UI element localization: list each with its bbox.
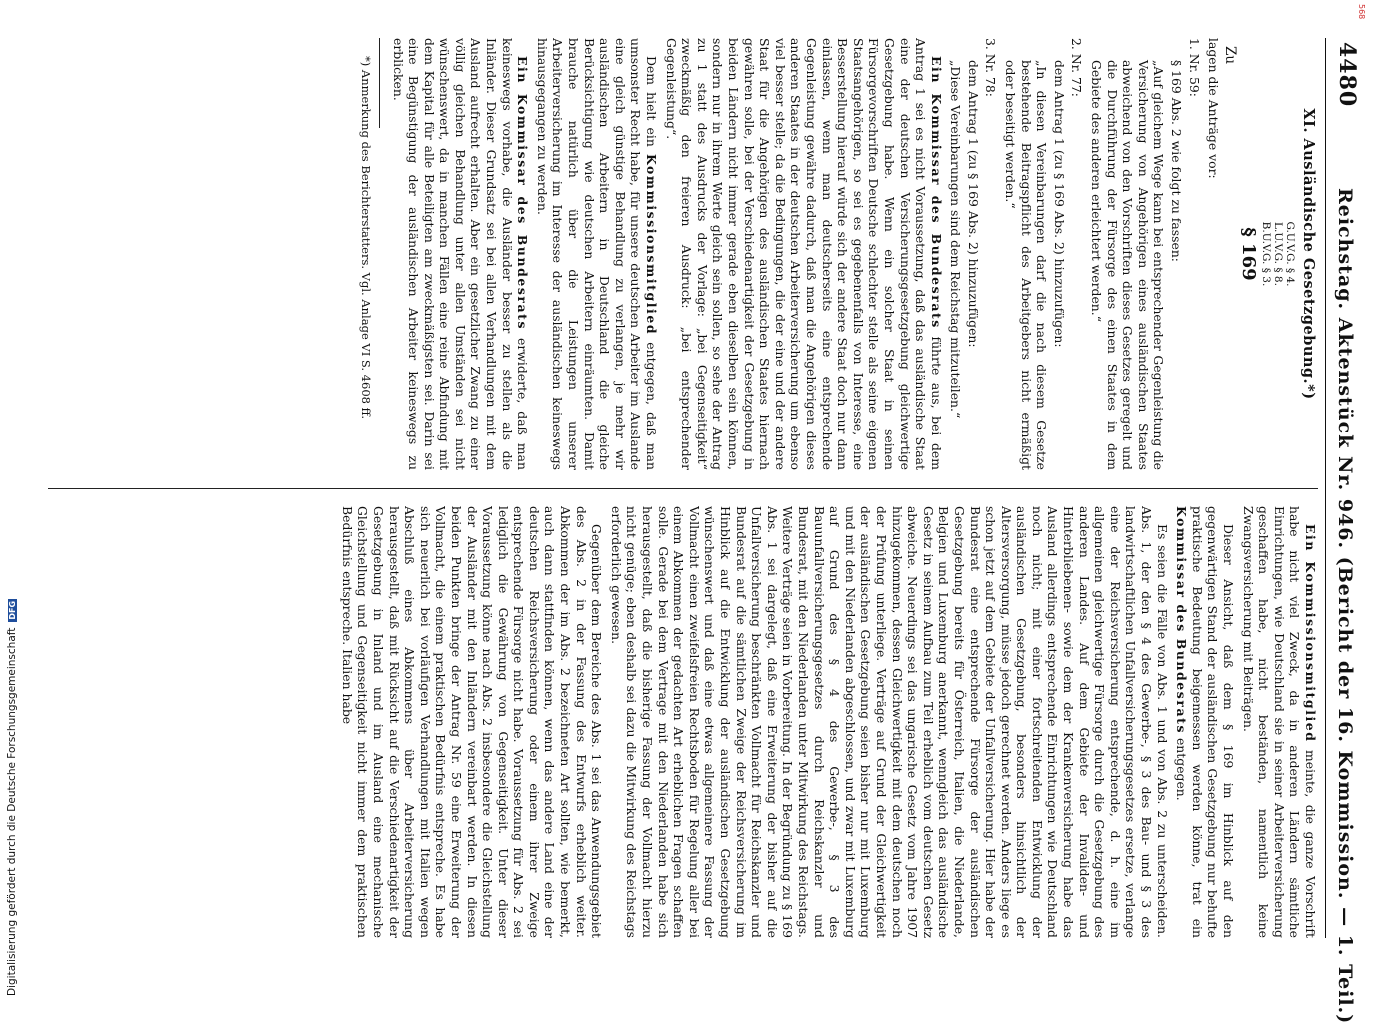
body-paragraph: Gegenüber dem Bereiche des Abs. 1 sei das Anwendungsgebiet des Abs. 2 in der Fassung des Entwurfs erheblich weiter. Abkommen der im Abs. 2 bezeichneten Art sollten, wie bemerkt, auch dann stattfinden können, wenn das andere Land eine der deutschen Reichsversicherung oder einem ihrer Zweige entsprechende Fürsorge nicht habe. Voraussetzung für Abs. 2 sei lediglich die Gewährung von Gegenseitigkeit. Unter dieser Voraussetzung könne nach Abs. 2 insbesondere die Gleichstellung der Ausländer mit den Inländern vereinbart werden. In diesen beiden Punkten bringe der Antrag Nr. 59 eine Erweiterung der Vollmacht, die einem praktischen Bedürfnis entspreche. Es habe sich neuerlich bei vorläufigen Verhandlungen mit Italien wegen Abschluß eines Abkommens über Arbeiterversicherung herausgestellt, daß mit Rücksicht auf die Verschiedenartigkeit der Gesetzgebung in Inland und im Ausland eine mechanische Gleichstellung und Gegenseitigkeit nicht immer dem praktischen Bedürfnis entspreche. Italien habe: [339, 506, 605, 938]
motion-quote: „Diese Vereinbarungen sind dem Reichstag mitzuteilen.“: [948, 60, 964, 419]
motion-instruction: dem Antrag 1 (zu § 169 Abs. 2) hinzuzufügen:: [965, 60, 981, 348]
column-divider: [48, 488, 1318, 489]
paragraph-text: Dieser Ansicht, daß dem § 169 im Hinblick auf den gegenwärtigen Stand der ausländischen Gesetzgebung nur behufte praktische Bedeutung beigemessen werden könne, trat ein: [1189, 506, 1237, 938]
motion-instruction: dem Antrag 1 (zu § 169 Abs. 2) hinzuzufügen:: [1051, 60, 1067, 348]
law-ref: B.U.V.G. § 3.: [1260, 221, 1273, 287]
paragraph-heading: § 169: [1238, 227, 1260, 281]
speaker: Kommissar des Bundesrats: [1174, 506, 1190, 735]
paragraph-text: entgegen, daß man umsonster Recht habe, für unsere deutschen Arbeiter im Auslande eine gleich günstige Behandlung zu verlangen, je mehr wir ausländischen Arbeitern in Deutschland die gleiche Berücksichtigung wie deutschen Arbeitern einräumten. Damit brauche natürlich über die Leistungen unserer Arbeiterversicherung im Interesse der ausländischen keineswegs hinausgegangen zu werden.: [534, 38, 660, 470]
motion-2: [1003, 38, 1085, 470]
law-ref: L.U.V.G. § 8.: [1272, 222, 1285, 286]
motion-quote: „In diesen Vereinbarungen darf die nach diesem Gesetze bestehende Beitragspflicht des Arbeitgebers nicht ermäßigt oder beseitigt werden.“: [1003, 60, 1050, 470]
dfg-logo: DFG: [7, 600, 17, 620]
speaker: Ein Kommissar des Bundesrats: [515, 56, 531, 331]
motion-body: [948, 60, 981, 470]
motion-instruction: § 169 Abs. 2 wie folgt zu fassen:: [1169, 60, 1185, 262]
page-header: [1325, 38, 1362, 1024]
speaker: Ein Kommissionsmitglied: [1303, 524, 1318, 743]
paragraph-text: meinte, die ganze Vorschrift habe nicht viel Zweck, da in anderen Ländern sämtliche Einrichtungen, wie Deutschland sie in seiner Arbeiterversicherung geschaffen habe, nicht beständen, namentlich keine Zwangsversicherung mit Beiträgen.: [1240, 506, 1318, 938]
motions-intro: lagen die Anträge vor:: [1206, 38, 1222, 179]
motion-body: [1003, 60, 1067, 470]
speaker: Ein Kommissar des Bundesrats: [928, 56, 944, 329]
section-heading: XI. Ausländische Gesetzgebung.*): [1300, 108, 1317, 400]
body-paragraph: [1240, 506, 1318, 938]
motion-number: 1. Nr. 59:: [1186, 38, 1202, 97]
paragraph-text: entgegen.: [1174, 734, 1190, 801]
credit-text: Digitalisierung gefördert durch die Deutsche Forschungsgemeinschaft: [6, 627, 18, 996]
body-paragraph: [390, 38, 530, 470]
footnote-rule: [379, 38, 380, 128]
running-head: Reichstag. Aktenstück Nr. 946. (Bericht der 16. Kommission. — 1. Teil.): [1334, 188, 1356, 1024]
motion-3: [948, 38, 999, 470]
left-column: [38, 38, 1318, 470]
motion-1: [1088, 38, 1201, 470]
motion-number: 2. Nr. 77:: [1069, 38, 1085, 97]
motion-quote: „Auf gleichem Wege kann bei entsprechender Gegenleistung die Versicherung von Angehörigen eines ausländischen Staates abweichend von den Vorschriften dieses Gesetzes geregelt und die Durchführung der Fürsorge des einen Staates in dem Gebiete des anderen erleichtert werden.“: [1089, 60, 1167, 470]
motion-body: [1088, 60, 1184, 470]
body-paragraph: Es seien die Fälle von Abs. 1 und von Abs. 2 zu unterscheiden. Abs. 1, der den § 4 des Gewerbe-, § 3 des Bau- und § 3 des landwirtschaftlichen Unfallversicherungsgesetzes ersetze, verlange eine der Reichsversicherung entsprechende, d. h. eine im allgemeinen gleichwertige Fürsorge durch die Gesetzgebung des anderen Landes. Auf dem Gebiete der Invaliden- und Hinterbliebenen- sowie dem der Krankenversicherung habe das Ausland allerdings entsprechende Einrichtungen wie Deutschland noch nicht; mit einer fortschreitenden Entwicklung der ausländischen Gesetzgebung, besonders hinsichtlich der Altersversorgung, müsse jedoch gerechnet werden. Anders liege es schon jetzt auf dem Gebiete der Unfallversicherung. Hier habe der Bundesrat eine entsprechende Fürsorge der ausländischen Gesetzgebung bereits für Österreich, Italien, die Niederlande, Belgien und Luxemburg anerkannt, wenngleich das ausländische Gesetz in seinem Aufbau zum Teil erheblich vom deutschen Gesetz abweiche. Neuerdings sei das ungarische Gesetz vom Jahre 1907 hinzugekommen, dessen Gleichwertigkeit mit dem deutschen noch der Prüfung unterliege. Verträge auf Grund der Gleichwertigkeit der ausländischen Gesetzgebung seien bisher nur mit Luxemburg und mit den Niederlanden abgeschlossen, und zwar mit Luxemburg auf Grund des § 4 des Gewerbe-, § 3 des Bauunfallversicherungsgesetzes durch Reichskanzler und Bundesrat, mit den Niederlanden unter Mitwirkung des Reichstags. Weitere Verträge seien in Vorbereitung. In der Begründung zu § 169 Abs. 1 sei dargelegt, daß eine Erweiterung der bisher auf die Unfallversicherung beschränkten Vollmacht für Reichskanzler und Bundesrat auf die sämtlichen Zweige der Reichsversicherung im Hinblick auf die Entwicklung der ausländischen Gesetzgebung wünschenswert und daß eine etwas allgemeinere Fassung der Vollmacht einen zweifelsfreien Rechtsboden für Regelung aller bei einem Abkommen der gedachten Art erheblichen Fragen schaffen solle. Gerade bei dem Vertrage mit den Niederlanden habe sich herausgestellt, daß die bisherige Fassung der Vollmacht hierzu nicht genüge; eben deshalb sei dazu die Mitwirkung des Reichstags erforderlich gewesen.: [608, 506, 1170, 938]
page-number: 4480: [1334, 42, 1360, 108]
body-paragraph: [534, 38, 659, 470]
zu-label: Zu: [1221, 46, 1238, 65]
body-paragraph: [1174, 506, 1236, 938]
body-paragraph: [663, 38, 944, 470]
corner-mark: 568: [1357, 4, 1366, 20]
law-ref: G.U.V.G. § 4.: [1284, 221, 1297, 287]
text-columns: [32, 38, 1318, 938]
paragraph-text: Dem hielt ein: [644, 56, 660, 154]
paragraph-text: führte aus, bei dem Antrag 1 sei es nicht Voraussetzung, daß das ausländische Staat eine der deutschen Versicherungsgesetzgebung gleichwertige Gesetzgebung habe. Wenn ein solcher Staat in seinen Fürsorgevorschriften Deutsche schlechter stelle als seine eigenen Staatsangehörigen, so sei es gegebenenfalls von Interesse, eine Besserstellung hierauf würde sich der andere Staat doch nur dann einlassen, wenn man deutscherseits eine entsprechende Gegenleistung gewähre dadurch, daß man die Angehörigen dieses anderen Staates in der deutschen Arbeiterversicherung um ebenso viel besser stelle; da die Bedingungen, die der eine und der andere Staat für die Angehörigen des ausländischen Staates hiernach gewähren solle, bei der Verschiedenartigkeit der Gesetzgebung in beiden Ländern nicht immer gerade eben dieselben sein können, sondern nur in ihrem Werte gleich sein sollen, so sehe der Antrag zu 1 statt des Ausdrucks der Vorlage: „bei Gegenseitigkeit“ zweckmäßig den freieren Ausdruck: „bei entsprechender Gegenleistung“.: [663, 38, 944, 470]
digitization-credit: [6, 599, 18, 996]
right-column: [38, 506, 1318, 938]
speaker: Kommissionsmitglied: [644, 153, 660, 336]
footnote: *) Anmerkung des Berichterstatters. Vgl. Anlage VI S. 4608 ff.: [358, 56, 373, 420]
motion-number: 3. Nr. 78:: [983, 38, 999, 97]
document-page: [32, 38, 1362, 1024]
law-references: [1260, 38, 1296, 470]
paragraph-text: erwiderte, daß man keineswegs vorhabe, die Ausländer besser zu stellen als die Inländer. Dieser Grundsatz sei bei allen Verhandlungen mit dem Ausland aufrecht erhalten. Aber ein gesetzlicher Zwang zu einer völlig gleichen Behandlung unter allen Umständen sei nicht wünschenswert, da in manchen Fällen eine reine Abfindung mit dem Kapital für alle Beteiligten am zweckmäßigsten sei. Darin sei eine Begünstigung der ausländischen Arbeiter keineswegs zu erblicken.: [390, 38, 531, 470]
